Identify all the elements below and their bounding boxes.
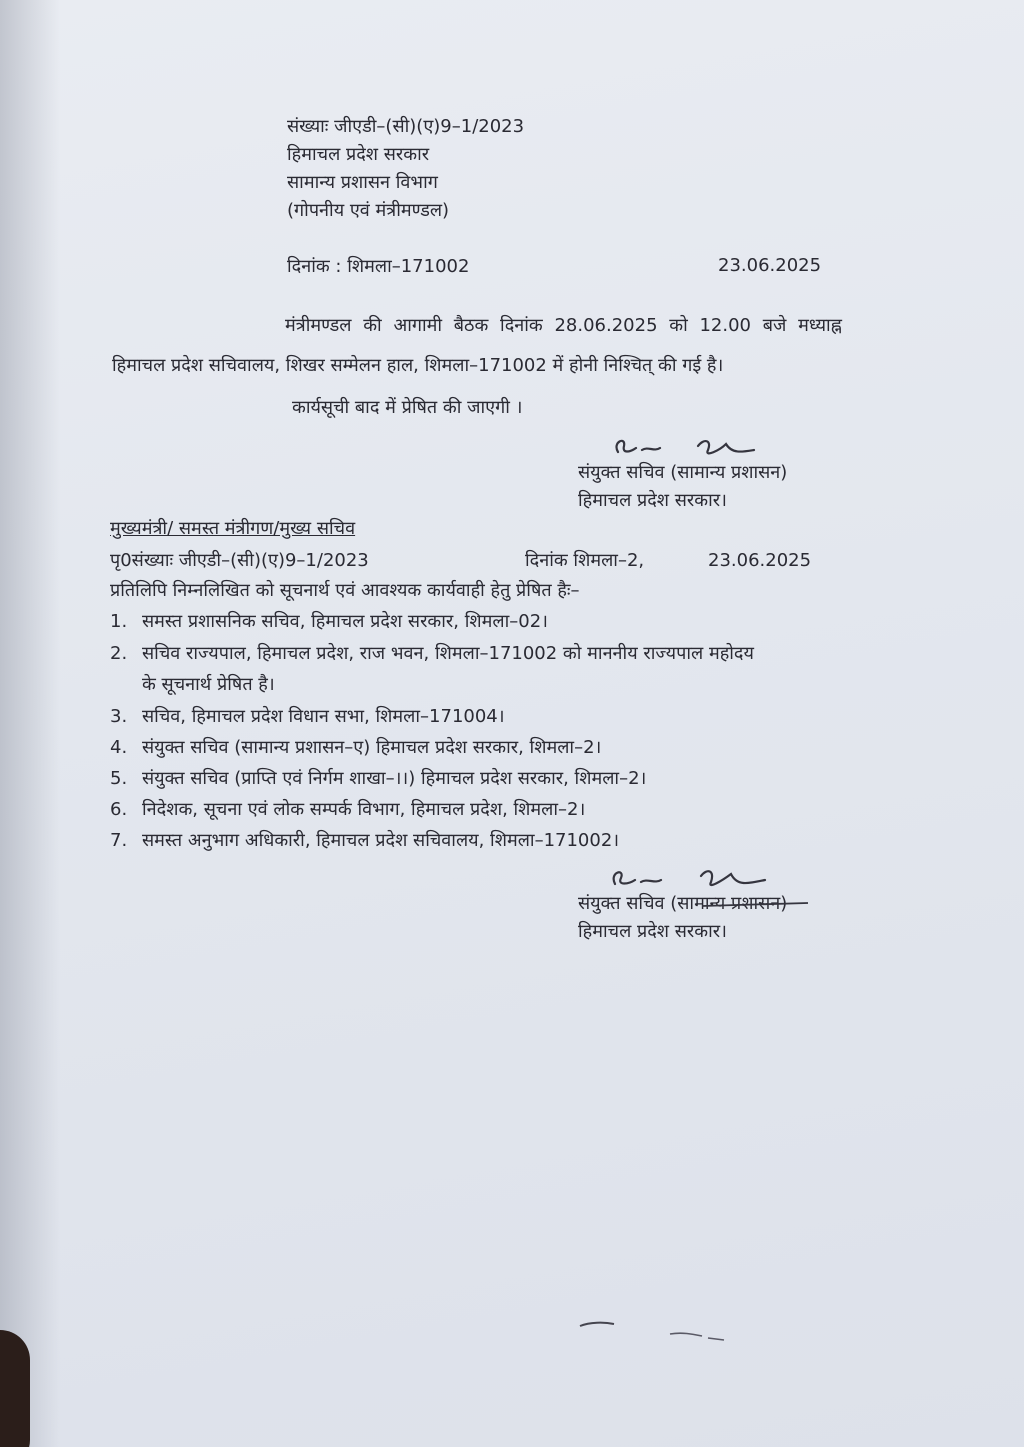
list-item: समस्त अनुभाग अधिकारी, हिमाचल प्रदेश सचिवालय, शिमला–171002।: [142, 830, 620, 851]
body-line-1: मंत्रीमण्डल की आगामी बैठक दिनांक 28.06.2025 को 12.00 बजे मध्याह्न: [285, 315, 842, 336]
list-item-number: 3.: [110, 706, 128, 727]
strike-through-mark: [700, 900, 810, 910]
endorsement-date-place: दिनांक शिमला–2,: [525, 550, 645, 571]
list-item: संयुक्त सचिव (प्राप्ति एवं निर्गम शाखा–।।) हिमाचल प्रदेश सरकार, शिमला–2।: [142, 768, 647, 789]
copy-intro: प्रतिलिपि निम्नलिखित को सूचनार्थ एवं आवश्यक कार्यवाही हेतु प्रेषित हैः–: [110, 580, 580, 601]
list-item: सचिव, हिमाचल प्रदेश विधान सभा, शिमला–171004।: [142, 706, 505, 727]
list-item-number: 7.: [110, 830, 128, 851]
letter-number: संख्याः जीएडी–(सी)(ए)9–1/2023: [287, 116, 525, 137]
list-item-continuation: के सूचनार्थ प्रेषित है।: [142, 674, 275, 695]
list-item: निदेशक, सूचना एवं लोक सम्पर्क विभाग, हिमाचल प्रदेश, शिमला–2।: [142, 799, 586, 820]
government-name: हिमाचल प्रदेश सरकार: [287, 144, 430, 165]
list-item-number: 6.: [110, 799, 128, 820]
list-item-number: 1.: [110, 611, 128, 632]
department-name: सामान्य प्रशासन विभाग: [287, 172, 438, 193]
endorsement-number: पृ0संख्याः जीएडी–(सी)(ए)9–1/2023: [110, 550, 369, 571]
list-item: सचिव राज्यपाल, हिमाचल प्रदेश, राज भवन, शिमला–171002 को माननीय राज्यपाल महोदय: [142, 643, 754, 664]
stray-pen-mark: [578, 1318, 618, 1330]
page-edge-shadow: [0, 0, 60, 1447]
list-item-number: 4.: [110, 737, 128, 758]
signature-1-org: हिमाचल प्रदेश सरकार।: [578, 490, 727, 511]
body-line-2: हिमाचल प्रदेश सचिवालय, शिखर सम्मेलन हाल, शिमला–171002 में होनी निश्चित् की गई है।: [112, 355, 724, 376]
signature-2-org: हिमाचल प्रदेश सरकार।: [578, 921, 727, 942]
body-line-3: कार्यसूची बाद में प्रेषित की जाएगी ।: [292, 397, 523, 418]
list-item-number: 5.: [110, 768, 128, 789]
distribution-to: मुख्यमंत्री/ समस्त मंत्रीगण/मुख्य सचिव: [110, 518, 356, 539]
signature-2-title: संयुक्त सचिव (सामान्य प्रशासन): [578, 893, 788, 914]
list-item: समस्त प्रशासनिक सचिव, हिमाचल प्रदेश सरकार, शिमला–02।: [142, 611, 548, 632]
letter-date: 23.06.2025: [718, 255, 822, 276]
endorsement-date: 23.06.2025: [708, 550, 812, 571]
list-item-number: 2.: [110, 643, 128, 664]
stray-pen-mark: [668, 1328, 728, 1342]
finger-shadow: [0, 1330, 30, 1447]
section-name: (गोपनीय एवं मंत्रीमण्डल): [287, 200, 450, 221]
signature-1: [608, 430, 778, 466]
list-item: संयुक्त सचिव (सामान्य प्रशासन–ए) हिमाचल प्रदेश सरकार, शिमला–2।: [142, 737, 602, 758]
signature-1-title: संयुक्त सचिव (सामान्य प्रशासन): [578, 462, 788, 483]
date-place: दिनांक : शिमला–171002: [287, 256, 470, 277]
